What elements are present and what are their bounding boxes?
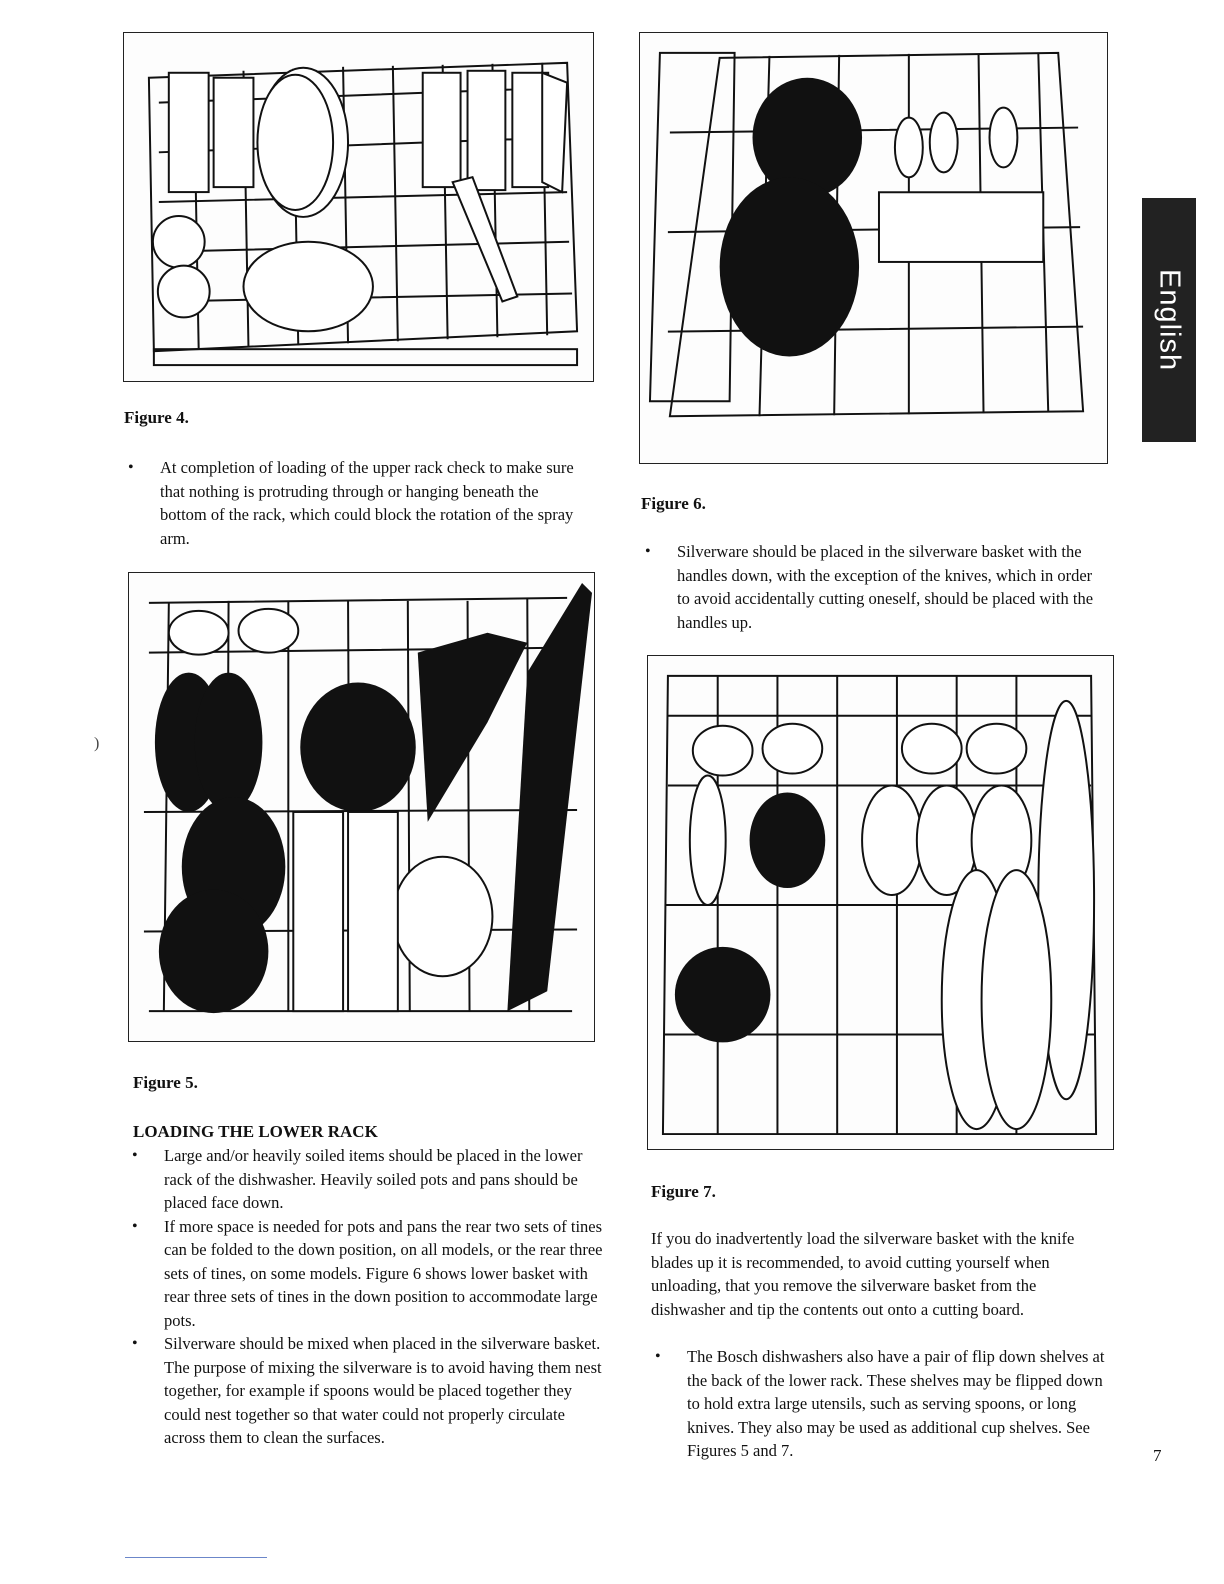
lower-rack-bullet: • Large and/or heavily soiled items should be placed in the lower rack of the dishwasher. Heavily soiled pots and pans should be placed face down.: [128, 1144, 603, 1215]
figure-6-caption: Figure 6.: [641, 494, 706, 513]
flip-shelves-item: • The Bosch dishwashers also have a pair of flip down shelves at the back of the lower rack. These shelves may be flipped down to hold extra large utensils, such as serving spoons, or long knives. They also may be used as additional cup shelves. See Figures 5 and 7.: [651, 1345, 1111, 1463]
upper-rack-note-item: • At completion of loading of the upper rack check to make sure that nothing is protruding through or hanging beneath the bottom of the rack, which could block the rotation of the spray arm.: [124, 456, 584, 550]
lower-rack-bullet: • Silverware should be mixed when placed in the silverware basket. The purpose of mixing the silverware is to avoid having them nest together, for example if spoons would be placed together they could nest together so that water could not properly circulate across them to clean the surfaces.: [128, 1332, 603, 1450]
lower-rack-section: [133, 1120, 603, 1450]
figure-7-illustration: [647, 655, 1114, 1150]
lower-rack-bullet: • If more space is needed for pots and pans the rear two sets of tines can be folded to the down position, on all models, or the rear three sets of tines, on some models. Figure 6 shows lower basket with rear three sets of tines in the down position to accommodate large pots.: [128, 1215, 603, 1333]
silverware-note-item: • Silverware should be placed in the silverware basket with the handles down, with the exception of the knives, which in order to avoid accidentally cutting oneself, should be placed with the handles up.: [641, 540, 1101, 634]
figure-7-caption: Figure 7.: [651, 1182, 716, 1201]
lower-rack-tines-down-pot-icon: [640, 33, 1107, 463]
upper-rack-loaded-glasses-plates-icon: [124, 33, 593, 381]
unload-note: If you do inadvertently load the silverware basket with the knife blades up it is recommended, to avoid cutting yourself when unloading, that you remove the silverware basket from the dishwasher and tip the contents out onto a cutting board.: [651, 1229, 1075, 1319]
stray-mark: ): [94, 735, 100, 752]
lower-rack-heading: LOADING THE LOWER RACK: [133, 1122, 378, 1141]
figure-5-illustration: [128, 572, 595, 1042]
figure-4-illustration: [123, 32, 594, 382]
silverware-note: [641, 540, 1101, 634]
language-tab: [1142, 198, 1196, 442]
upper-rack-note: [124, 456, 584, 550]
language-tab-label: English: [1153, 268, 1186, 372]
footer-rule: [125, 1557, 267, 1558]
lower-rack-pots-plates-silverware-icon: [129, 573, 594, 1041]
figure-5-caption: Figure 5.: [133, 1073, 198, 1092]
figure-4-caption: Figure 4.: [124, 408, 189, 427]
flip-shelves-note: [651, 1345, 1111, 1463]
figure-6-illustration: [639, 32, 1108, 464]
page-number: 7: [1153, 1446, 1162, 1465]
lower-rack-cups-plates-pan-icon: [648, 656, 1113, 1149]
